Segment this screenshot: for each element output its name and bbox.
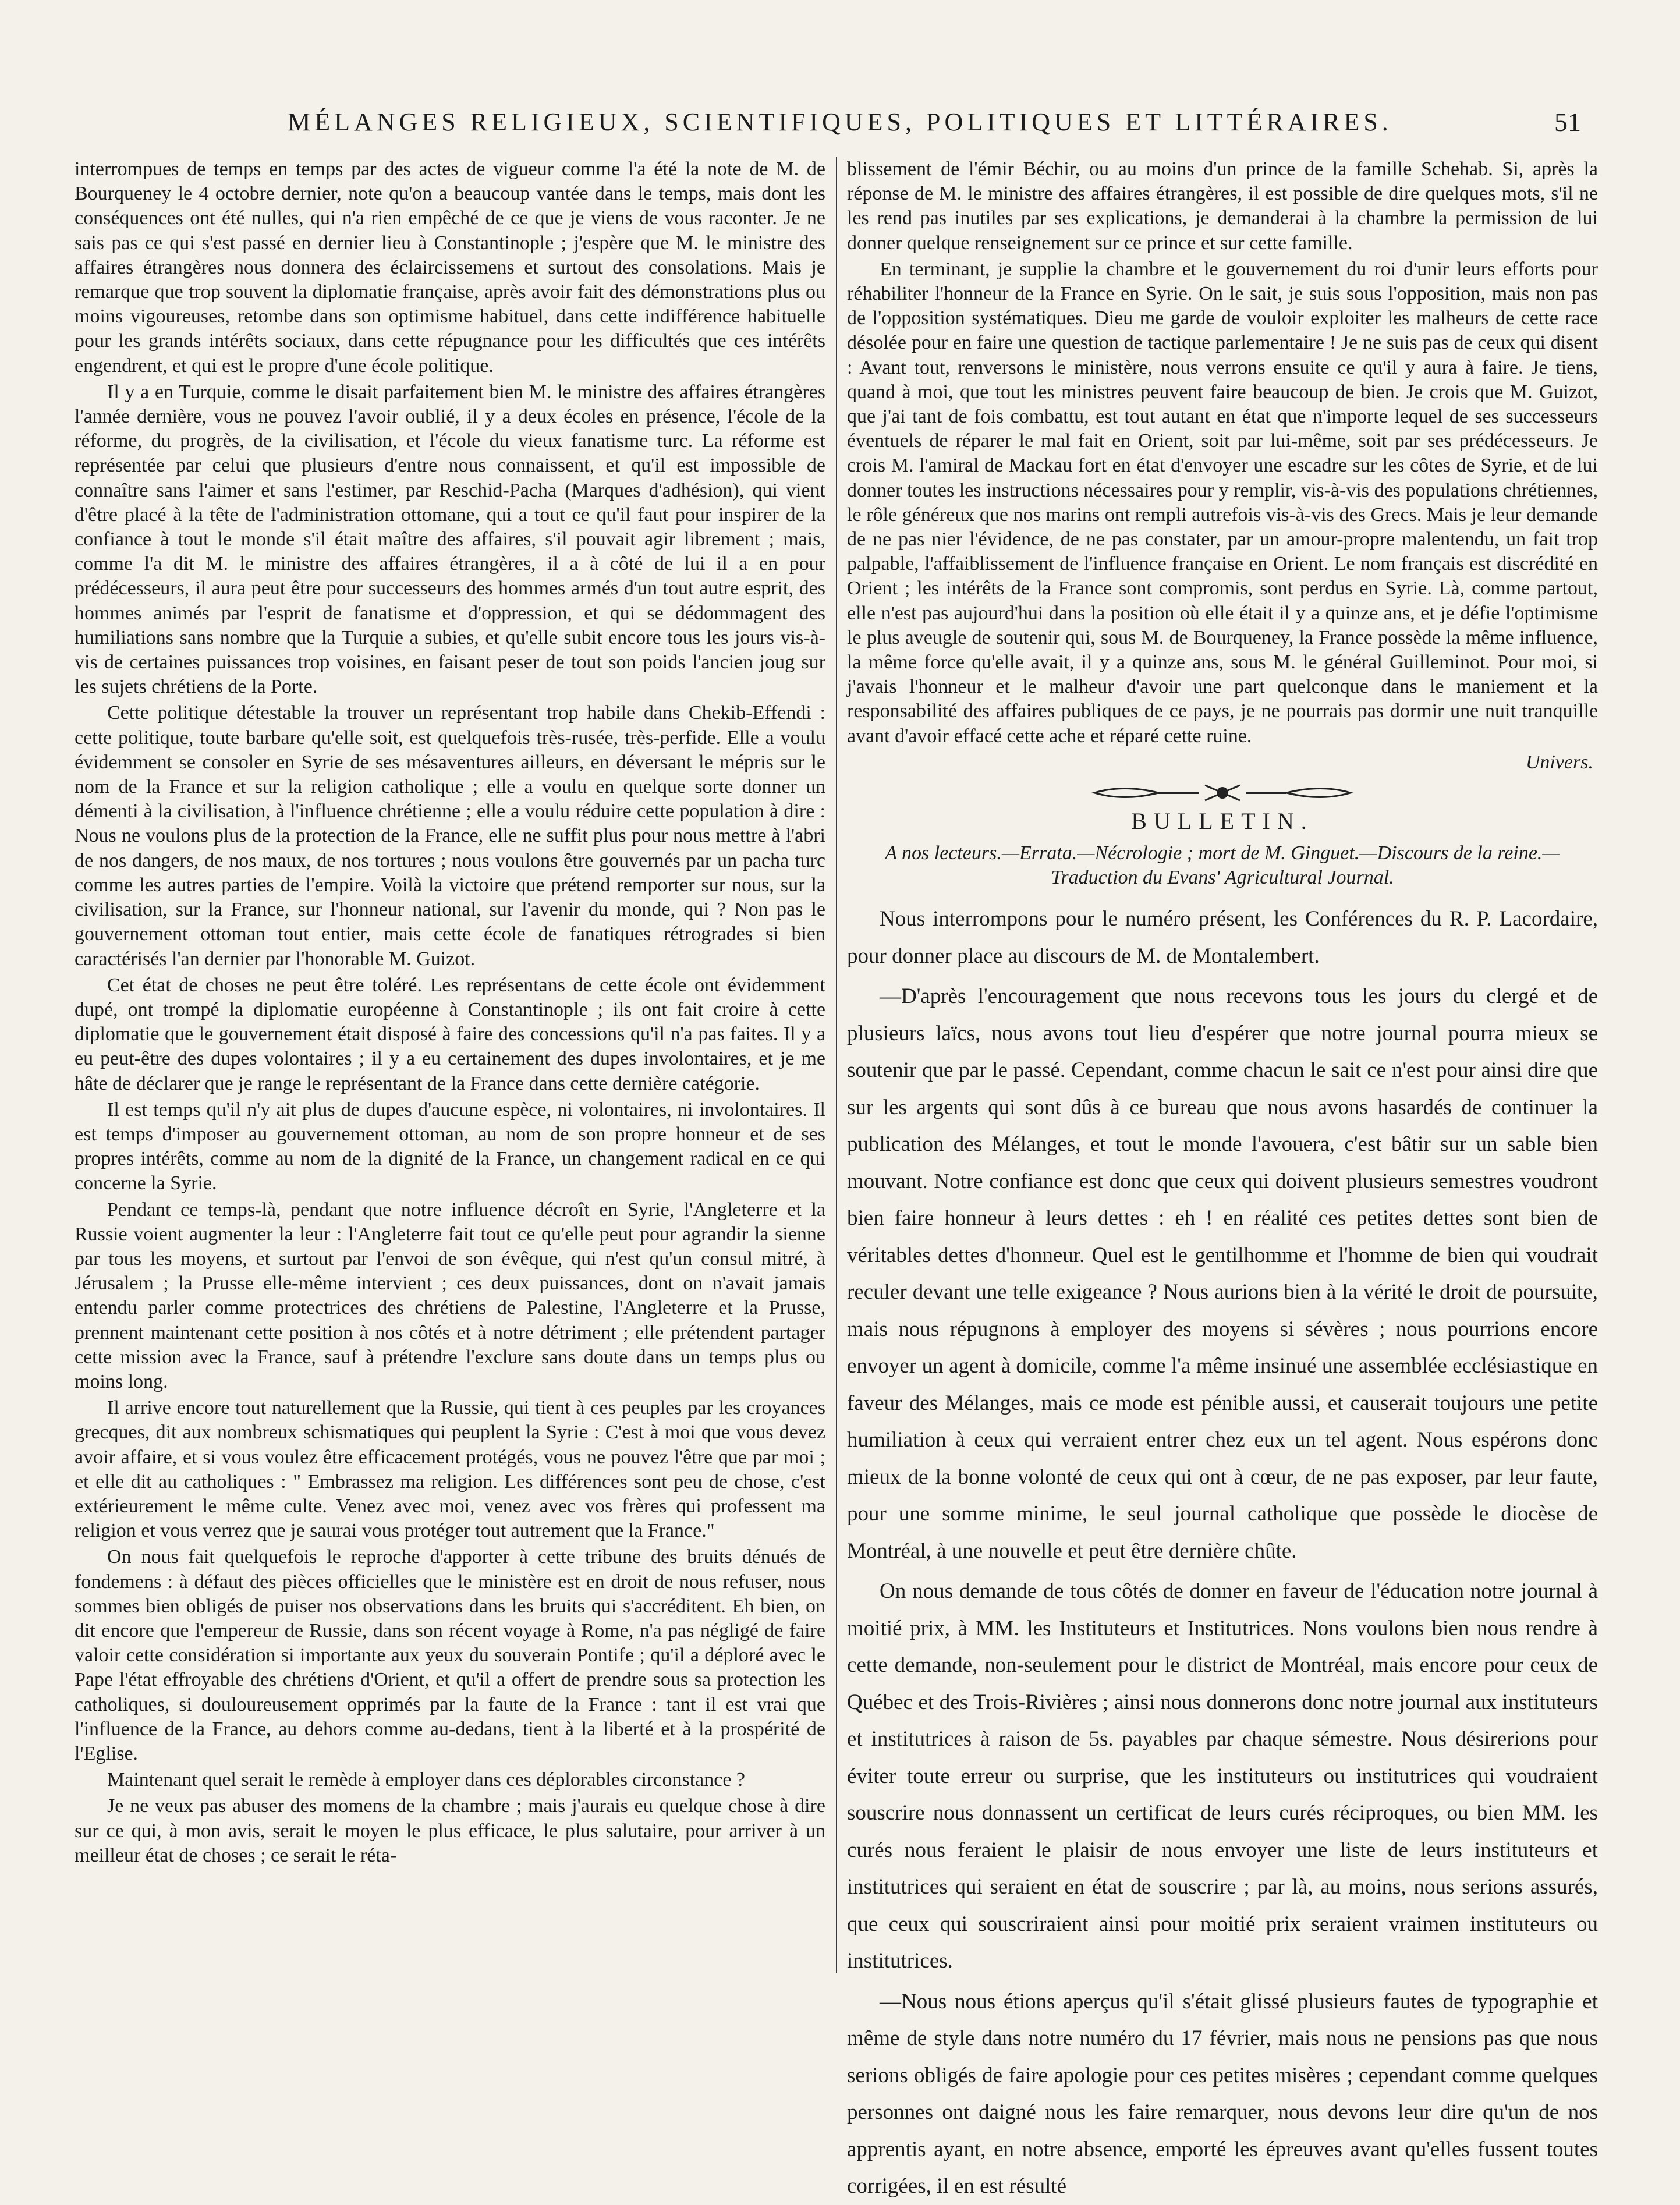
signature: Univers. <box>1525 751 1593 773</box>
paragraph: Maintenant quel serait le remède à employer dans ces déplorables circonstance ? <box>107 1769 746 1791</box>
bulletin-body <box>847 901 1598 2205</box>
paragraph: Il y a en Turquie, comme le disait parfaitement bien M. le ministre des affaires étrangères l'année dernière, vous ne pouvez l'avoir oublié, il y a deux écoles en présence, l'école de la réforme, du progrès, de la civilisation, et l'école du vieux fanatisme turc. La réforme est représentée par celui que plusieurs d'entre nous connaissent, et qu'il est impossible de connaître sans l'aimer et sans l'estimer, par Reschid-Pacha (Marques d'adhésion), qui vient d'être placé à la tête de l'administration ottomane, qui a tout ce qu'il faut pour inspirer de la confiance à tout le monde s'il était maître des affaires, s'il pouvait agir librement ; mais, comme l'a dit M. le ministre des affaires étrangères, il a à côté de lui il a en pour prédécesseurs, il aura peut être pour successeurs des hommes armés d'un tout autre esprit, des hommes animés par l'esprit de fanatisme et d'oppression, et qui se dédommagent des humiliations sans nombre que la Turquie a subies, et qu'elle subit encore tous les jours vis-à-vis de certaines puissances trop voisines, en faisant peser de tout son poids l'ancien joug sur les sujets chrétiens de la Porte. <box>75 381 825 698</box>
paragraph: On nous fait quelquefois le reproche d'apporter à cette tribune des bruits dénués de fondemens : à défaut des pièces officielles que le ministère est en droit de nous refuser, nous sommes bien obligés de puiser nos observations dans les bruits qui s'accréditent. Eh bien, on dit encore que l'empereur de Russie, dans son récent voyage à Rome, n'a pas négligé de faire valoir cette considération si importante aux yeux du souverain Pontife ; qu'il a déploré avec le Pape l'état effroyable des chrétiens d'Orient, et qu'il a offert de prendre sous sa protection les catholiques, si douloureusement opprimés par la faute de la France : tant il est vrai que l'influence de la France, au dehors comme au-dedans, tient à la liberté et à la prospérité de l'Eglise. <box>75 1546 825 1764</box>
bulletin-title: BULLETIN. <box>1131 808 1314 835</box>
ornament-icon <box>1089 783 1356 803</box>
ornament-divider <box>847 783 1598 803</box>
paragraph: —D'après l'encouragement que nous recevons tous les jours du clergé et de plusieurs laïcs, nous avons tout lieu d'espérer que notre journal pourra mieux se soutenir que par le passé. Cependant, comme chacun le sait ce n'est pour ainsi dire que sur les argents qui sont dûs à ce bureau que nous avons hasardés de continuer la publication des Mélanges, et tout le monde l'avouera, c'est bâtir sur un sable bien mouvant. Notre confiance est donc que ceux qui doivent plusieurs semestres voudront bien faire honneur à leurs dettes : eh ! en réalité ces petites dettes sont bien de véritables dettes d'honneur. Quel est le gentilhomme et l'homme de bien qui voudrait reculer devant une telle exigeance ? Nous aurions bien à la vérité le droit de poursuite, mais nous répugnons à employer des moyens si sévères ; nous pourrions encore envoyer un agent à domicile, comme l'a même insinué une assemblée ecclésiastique en faveur des Mélanges, mais ce mode est pénible aussi, et causerait toujours une petite humiliation à ceux qui verraient entrer chez eux un tel agent. Nous espérons donc mieux de la bonne volonté de ceux qui ont à cœur, de ne pas exposer, par leur faute, pour une somme minime, le seul journal catholique que possède le diocèse de Montréal, à une nouvelle et peut être dernière chûte. <box>847 984 1598 1563</box>
paragraph: Cette politique détestable la trouver un représentant trop habile dans Chekib-Effendi : cette politique, toute barbare qu'elle soit, est quelquefois très-rusée, très-perfide. Elle a voulu évidemment se consoler en Syrie de ses mésaventures ailleurs, en déversant le mépris sur le nom de la France et sur la religion catholique ; elle a voulu en quelque sorte donner un démenti à la civilisation, à l'influence chrétienne ; elle a voulu réduire cette population à dire : Nous ne voulons plus de la protection de la France, elle ne suffit plus pour nous mettre à l'abri de nos dangers, de nos maux, de nos tortures ; nous voulons être gouvernés par un pacha turc comme les autres parties de l'empire. Voilà la victoire que prétend remporter sur nous, sur la civilisation, sur la France, sur l'honneur national, sur l'avenir du monde, qui ? Non pas le gouvernement ottoman tout entier, mais cette école de fanatiques rétrogrades si bien caractérisés l'an dernier par l'honorable M. Guizot. <box>75 702 825 970</box>
right-column <box>847 157 1598 2199</box>
paragraph: En terminant, je supplie la chambre et le gouvernement du roi d'unir leurs efforts pour réhabiliter l'honneur de la France en Syrie. On le sait, je suis sous l'opposition, mais non pas de l'opposition systématiques. Dieu me garde de vouloir exploiter les malheurs de cette race désolée pour en faire une question de tactique parlementaire ! Je ne suis pas de ceux qui disent : Avant tout, renversons le ministère, nous verrons ensuite ce qu'il y aura à faire. Je tiens, quand à moi, que tout les ministres peuvent faire beaucoup de bien. Je crois que M. Guizot, que j'ai tant de fois combattu, est tout autant en état que n'importe lequel de ses successeurs éventuels de réparer le mal fait en Orient, soit par lui-même, soit par ses prédécesseurs. Je crois M. l'amiral de Mackau fort en état d'envoyer une escadre sur les côtes de Syrie, et de lui donner toutes les instructions nécessaires pour y remplir, vis-à-vis des populations chrétiennes, le rôle généreux que nos marins ont rempli autrefois vis-à-vis des Grecs. Mais je leur demande de ne pas nier l'évidence, de ne pas constater, par un amour-propre malentendu, un fait trop palpable, l'affaiblissement de l'influence française en Orient. Le nom français est discrédité en Orient ; les intérêts de la France sont compromis, sont perdus en Syrie. Là, comme partout, elle n'est pas aujourd'hui dans la position où elle était il y a quinze ans, et je défie l'optimisme le plus aveugle de soutenir qui, sous M. de Bourqueney, la France possède la même influence, la même force qu'elle avait, il y a quinze ans, sous M. le général Guilleminot. Pour moi, si j'avais l'honneur et le malheur d'avoir une part quelconque dans le maniement et la responsabilité des affaires publiques de ce pays, je ne pourrais pas dormir une nuit tranquille avant d'avoir effacé cette ache et réparé cette ruine. <box>847 258 1598 747</box>
paragraph: Cet état de choses ne peut être toléré. Les représentans de cette école ont évidemment dupé, ont trompé la diplomatie européenne à Constantinople ; ils ont fait croire à cette diplomatie que le gouvernement était disposé à faire des concessions qu'il n'a pas faites. Il y a eu peut-être des dupes volontaires ; il y a eu certainement des dupes involontaires, et je me hâte de déclarer que je range le représentant de la France dans cette dernière catégorie. <box>75 974 825 1094</box>
paragraph: Pendant ce temps-là, pendant que notre influence décroît en Syrie, l'Angleterre et la Russie voient augmenter la leur : l'Angleterre fait tout ce qu'elle peut pour agrandir la sienne par tous les moyens, et surtout par l'envoi de son évêque, qui n'est qu'un consul mitré, à Jérusalem ; la Prusse elle-même intervient ; ces deux puissances, dont on n'avait jamais entendu parler comme protectrices des chrétiens de Palestine, l'Angleterre et la Prusse, prennent maintenant cette position à nos côtés et à notre détriment ; elle prétendent partager cette mission avec la France, sauf à prétendre l'exclure sans doute dans un temps plus ou moins long. <box>75 1199 825 1392</box>
paragraph: Je ne veux pas abuser des momens de la chambre ; mais j'aurais eu quelque chose à dire sur ce qui, à mon avis, serait le moyen le plus efficace, le plus salutaire, pour arriver à un meilleur état de choses ; ce serait le réta- <box>75 1795 825 1866</box>
running-head: MÉLANGES RELIGIEUX, SCIENTIFIQUES, POLITIQUES ET LITTÉRAIRES. <box>288 108 1392 136</box>
paragraph: Nous interrompons pour le numéro présent, les Conférences du R. P. Lacordaire, pour donner place au discours de M. de Montalembert. <box>847 907 1598 968</box>
paragraph: —Nous nous étions aperçus qu'il s'était glissé plusieurs fautes de typographie et même de style dans notre numéro du 17 février, mais nous ne pensions pas que nous serions obligés de faire apologie pour ces petites misères ; cependant comme quelques personnes ont daigné nous les faire remarquer, nous devons leur dire qu'un de nos apprentis ayant, en notre absence, emporté les épreuves avant qu'elles fussent toutes corrigées, il en est résulté <box>847 1989 1598 2199</box>
left-column <box>75 157 825 1985</box>
bulletin-summary: A nos lecteurs.—Errata.—Nécrologie ; mort de M. Ginguet.—Discours de la reine.—Traduction du Evans' Agricultural Journal. <box>885 842 1560 889</box>
paragraph: blissement de l'émir Béchir, ou au moins d'un prince de la famille Schehab. Si, après la réponse de M. le ministre des affaires étrangères, il est possible de dire quelques mots, s'il ne les rend pas inutiles par ses explications, je demanderai à la chambre la permission de lui donner quelque renseignement sur ce prince et sur cette famille. <box>847 158 1598 254</box>
paragraph: Il est temps qu'il n'y ait plus de dupes d'aucune espèce, ni volontaires, ni involontaires. Il est temps d'imposer au gouvernement ottoman, au nom de son propre honneur et de ses propres intérêts, comme au nom de la dignité de la France, un changement radical en ce qui concerne la Syrie. <box>75 1098 825 1194</box>
paragraph: Il arrive encore tout naturellement que la Russie, qui tient à ces peuples par les croyances grecques, dit aux nombreux schismatiques qui peuplent la Syrie : C'est à moi que vous devez avoir affaire, et si vous voulez être efficacement protégés, vous ne pouvez l'être que par moi ; et elle dit au catholiques : " Embrassez ma religion. Les différences sont peu de chose, c'est extérieurement le même culte. Venez avec moi, venez avec vos frères qui professent ma religion et vous verrez que je saurai vous protéger tout autrement que la France." <box>75 1397 825 1542</box>
column-divider <box>836 157 837 1973</box>
page-number: 51 <box>1554 107 1581 137</box>
paragraph: interrompues de temps en temps par des actes de vigueur comme l'a été la note de M. de Bourqueney le 4 octobre dernier, note qu'on a beaucoup vantée dans le temps, mais dont les conséquences ont été nulles, qui n'a rien empêché de ce que je viens de vous raconter. Je ne sais pas ce qui s'est passé en dernier lieu à Constantinople ; j'espère que M. le ministre des affaires étrangères nous donnera des éclaircissemens et surtout des consolations. Mais je remarque que trop souvent la diplomatie française, après avoir fait des démonstrations plus ou moins vigoureuses, retombe dans son optimisme habituel, dans cette indifférence habituelle pour les grands intérêts sociaux, dans cette répugnance pour les difficultés que ces intérêts engendrent, et qui est le propre d'une école politique. <box>75 158 825 377</box>
paragraph: On nous demande de tous côtés de donner en faveur de l'éducation notre journal à moitié prix, à MM. les Instituteurs et Institutrices. Nons voulons bien nous rendre à cette demande, non-seulement pour le district de Montréal, mais encore pour ceux de Québec et des Trois-Rivières ; ainsi nous donnerons donc notre journal aux instituteurs et institutrices à raison de 5s. payables par chaque sémestre. Nous désirerions pour éviter toute erreur ou surprise, que les instituteurs ou institutrices qui voudraient souscrire nous donnassent un certificat de leurs curés réciproques, ou bien MM. les curés nous feraient le plaisir de nous envoyer une liste de leurs instituteurs et institutrices qui seraient en état de souscrire ; par là, au moins, nous serions assurés, que ceux qui souscriraient ainsi pour moitié prix seraient vraimen instituteurs ou institutrices. <box>847 1579 1598 1973</box>
